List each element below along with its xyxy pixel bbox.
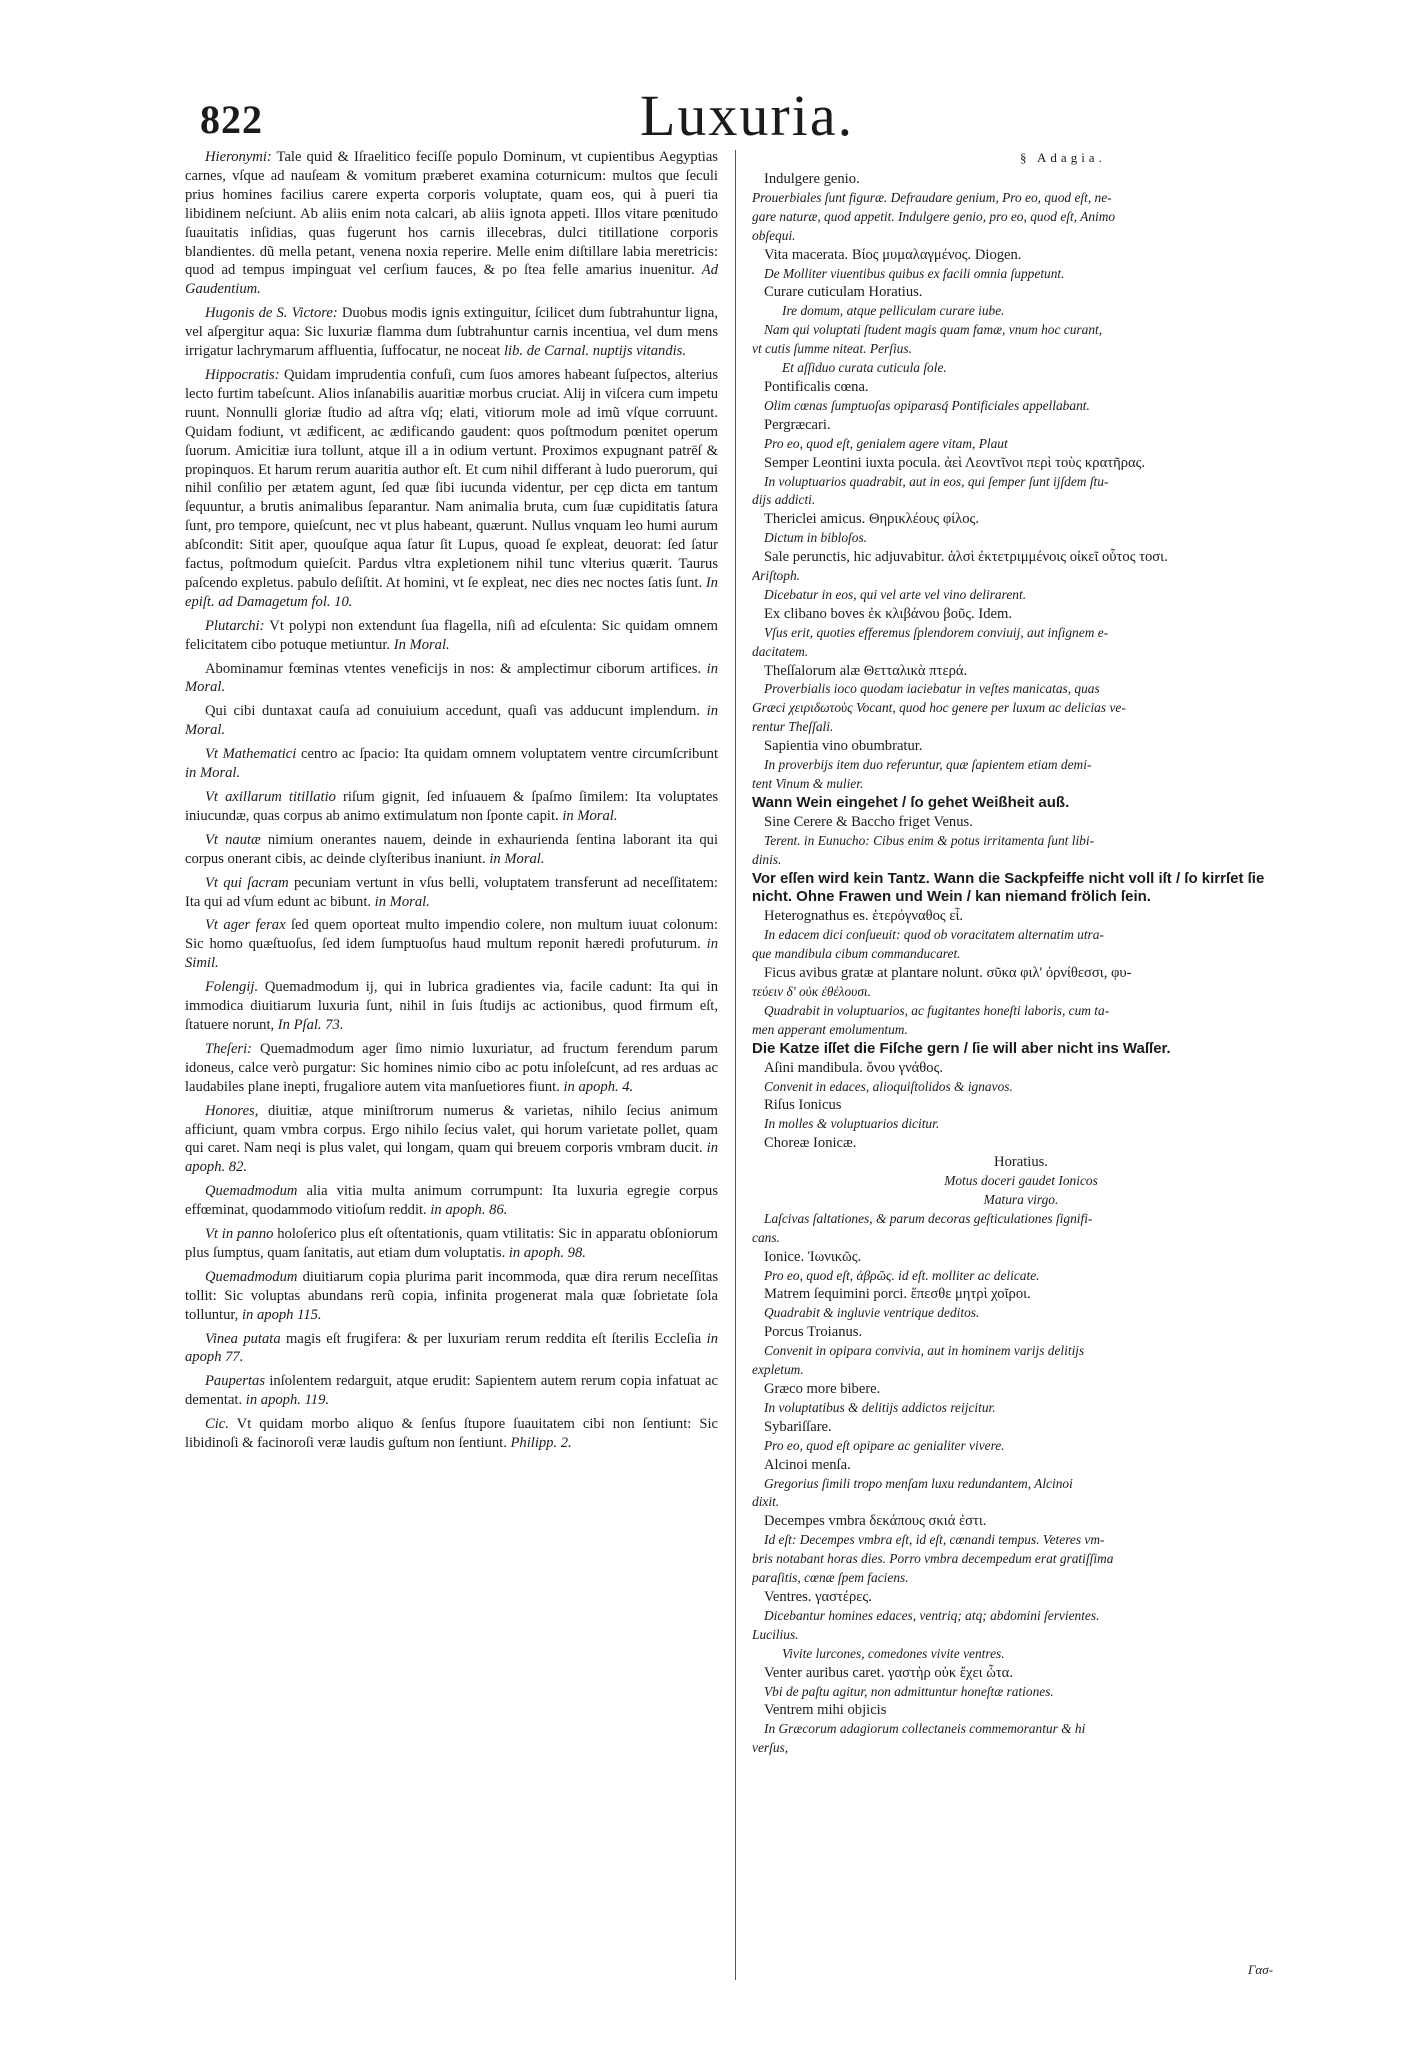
adage-text: vt cutis ſumme niteat. Perſius. [752, 341, 912, 357]
adage-text: In Græcorum adagiorum collectaneis commemorantur & hi [764, 1721, 1086, 1737]
paragraph-lead: Hieronymi: [205, 149, 272, 165]
adage-line [752, 945, 1290, 964]
adage-line [752, 624, 1290, 643]
adage-text: In proverbijs item duo referuntur, quæ ſapientem etiam demi- [764, 757, 1092, 773]
adage-text: Porcus Troianus. [764, 1324, 863, 1341]
left-paragraph [185, 831, 718, 869]
left-paragraph [185, 874, 718, 912]
adage-line [752, 283, 1290, 302]
adage-line [752, 359, 1290, 378]
left-paragraph [185, 916, 718, 973]
adage-line [752, 964, 1290, 983]
adage-line [752, 1645, 1290, 1664]
paragraph-text: magis eſt frugifera: & per luxuriam rerum reddita eſt ſterilis Eccleſia [280, 1330, 702, 1347]
left-paragraph [185, 1225, 718, 1263]
adage-line [752, 246, 1290, 265]
adage-text: Græci χειριδωτοὺς Vocant, quod hoc genere per luxum ac delicias ve- [752, 700, 1126, 716]
adage-text: dijs addicti. [752, 492, 816, 508]
paragraph-text: diuitiæ, atque miniſtrorum numerus & varietas, nihilo ſecius animum afficiunt, quam vmbra corpus. Ergo nihilo ſecius valet, qui horum varietate pollet, quam qui caret. Nam neqi is plus valet, qui longam, quam qui breuem corporis vmbram ducit. [185, 1102, 718, 1157]
adage-line [752, 548, 1290, 567]
adage-line [752, 1475, 1290, 1494]
adage-text: Ventres. γαστέρες. [764, 1588, 872, 1605]
adage-text: Græco more bibere. [764, 1381, 881, 1397]
adage-text: cans. [752, 1229, 780, 1245]
adage-line [752, 1683, 1290, 1702]
adage-text: Riſus Ionicus [764, 1097, 842, 1114]
paragraph-lead: Paupertas [205, 1373, 265, 1390]
catchword: Γασ- [1248, 1962, 1273, 1977]
left-paragraph [185, 1268, 718, 1325]
paragraph-reference: In Pſal. 73. [274, 1016, 344, 1033]
adage-line [752, 208, 1290, 227]
adage-line [752, 1569, 1290, 1588]
paragraph-text: holoſerico plus eſt oſtentationis, quam vtilitatis: Sic in apparatu obſoniorum plus ſumptus, quam ſanitatis, aut etiam dum voluptatis. [185, 1226, 718, 1261]
paragraph-reference: in apoph. 119. [242, 1392, 330, 1409]
adage-line [752, 1115, 1290, 1134]
adage-line [752, 567, 1290, 586]
adage-line [752, 1607, 1290, 1626]
adage-text: Horatius. [994, 1154, 1048, 1171]
adage-line [752, 510, 1290, 529]
adage-text: Laſcivas ſaltationes, & parum decoras geſticulationes ſignifi- [764, 1210, 1093, 1226]
paragraph-lead: Vt nautæ [205, 831, 261, 848]
adage-line [752, 737, 1290, 756]
adage-text: Sale perunctis, hic adjuvabitur. ἁλσὶ ἐκτετριμμένοις οἰκεῖ οὗτος τοσι. [764, 549, 1168, 566]
adage-text: Quadrabit & ingluvie ventrique deditos. [764, 1305, 980, 1321]
adage-line [752, 454, 1290, 473]
adage-text: tent Vinum & mulier. [752, 776, 864, 791]
paragraph-text: ſed quem oporteat multo impendio colere, non multum iuuat colonum: Sic homo quæſtuoſus, ſed idem ſumptuoſus haud multum reponit hæredi profuturum. [185, 917, 718, 953]
paragraph-reference: in apoph 77. [185, 1330, 719, 1366]
adage-text: Dictum in bibloſos. [764, 530, 868, 546]
adage-text: verſus, [752, 1740, 789, 1756]
adage-line [752, 1380, 1290, 1399]
adage-text: Curare cuticulam Horatius. [764, 284, 923, 301]
adage-text: rentur Theſſali. [752, 719, 834, 735]
paragraph-text: Quemadmodum ager ſimo nimio luxuriatur, ad fructum ferendum parum idoneus, calce verò purgatur: Sic homines nimio cibo ac potu inſoleſcunt, ad res arduas ac laudabiles plane inepti, frugaliore autem vita manſuetiores fiunt. [185, 1040, 718, 1095]
left-paragraph [185, 1415, 718, 1453]
adage-text: Semper Leontini iuxta pocula. ἀεὶ Λεοντῖνοι περὶ τοὺς κρατῆρας. [764, 454, 1146, 471]
adage-line [752, 435, 1290, 454]
adage-line [752, 813, 1290, 832]
adage-line [752, 643, 1290, 662]
adage-line [752, 1664, 1290, 1683]
german-proverb: Vor eſſen wird kein Tantz. Wann die Sackpfeiffe nicht voll iſt / ſo kirrſet ſie nicht. Ohne Frawen und Wein / kan niemand frölich ſein. [752, 869, 1265, 906]
adage-line [752, 907, 1290, 926]
left-paragraph [185, 1330, 718, 1368]
paragraph-lead: Quemadmodum [205, 1183, 298, 1200]
paragraph-lead: Hippocratis: [205, 366, 280, 383]
adage-text: Quadrabit in voluptuarios, ac fugitantes honeſti laboris, cum ta- [764, 1002, 1110, 1018]
adage-text: Convenit in opipara convivia, aut in hominem varijs delitijs [764, 1343, 1085, 1359]
paragraph-reference: in Simil. [185, 936, 719, 972]
adage-text: obſequi. [752, 227, 796, 243]
adage-text: Prouerbiales ſunt figuræ. Defraudare genium, Pro eo, quod eſt, ne- [752, 189, 1112, 205]
paragraph-reference: lib. de Carnal. nuptijs vitandis. [500, 343, 687, 360]
adage-text: men apperant emolumentum. [752, 1021, 908, 1037]
paragraph-reference: in Moral. [185, 660, 719, 696]
paragraph-text: Duobus modis ignis extinguitur, ſcilicet dum ſubtrahuntur ligna, vel aſpergitur aqua: Sic luxuriæ flamma dum ſubtrahuntur carnis incentiua, vel dum mens irrigatur lachrymarum affluentia, ſuffocatur, ne noceat [185, 305, 718, 360]
adage-text: dixit. [752, 1494, 780, 1510]
adage-text: Id eſt: Decempes vmbra eſt, id eſt, cœnandi tempus. Veteres vm- [764, 1532, 1105, 1548]
adage-line [752, 397, 1290, 416]
paragraph-lead: Honores, [205, 1102, 259, 1119]
adage-text: Vita macerata. Βίος μυμαλαγμένος. Diogen. [764, 246, 1022, 263]
paragraph-lead: Vt Mathematici [205, 746, 297, 763]
left-paragraph [185, 304, 718, 361]
paragraph-reference: in Moral. [558, 807, 618, 824]
paragraph-text: Vt polypi non extendunt ſua flagella, niſi ad eſculenta: Sic quidam omnem felicitatem cibo potuque metiuntur. [185, 617, 718, 653]
adage-text: paraſitis, cœnæ ſpem faciens. [752, 1570, 909, 1586]
adage-line [752, 605, 1290, 624]
adage-text: Ex clibano boves ἐκ κλιβάνου βοῦς. Idem. [764, 605, 1012, 622]
adage-text: Venter auribus caret. γαστὴρ οὐκ ἔχει ὦτα. [764, 1664, 1013, 1681]
adage-text: Choreæ Ionicæ. [764, 1135, 857, 1152]
adage-line [752, 1399, 1290, 1418]
adage-text: Olim cœnas ſumptuoſas opiparasq́ Pontificiales appellabant. [764, 397, 1090, 413]
paragraph-reference: in apoph. 4. [559, 1078, 634, 1095]
adage-line [752, 1437, 1290, 1456]
left-paragraph [185, 660, 718, 698]
adage-line [752, 1531, 1290, 1550]
paragraph-reference: in apoph. 86. [426, 1202, 508, 1219]
adage-text: Sybariſſare. [764, 1418, 832, 1435]
adage-line [752, 756, 1290, 775]
adage-text: In voluptatibus & delitijs addictos reijcitur. [764, 1399, 996, 1415]
adage-text: Theſſalorum alæ Θετταλικὰ πτερά. [764, 662, 968, 679]
adage-line [752, 680, 1290, 699]
adage-text: Ficus avibus gratæ at plantare nolunt. σῦκα φιλ' ὀρνίθεσσι, φυ- [764, 965, 1132, 982]
adage-text: Proverbialis ioco quodam iaciebatur in veſtes manicatas, quas [764, 681, 1100, 697]
paragraph-lead: Vt in panno [205, 1226, 274, 1243]
paragraph-lead: Vt qui ſacram [205, 874, 289, 891]
german-proverb: Die Katze iſſet die Fiſche gern / ſie will aber nicht ins Waſſer. [752, 1039, 1171, 1057]
adage-text: Matrem ſequimini porci. ἕπεσθε μητρὶ χοῖροι. [764, 1286, 1031, 1303]
adage-line [752, 1078, 1290, 1097]
paragraph-lead: Vinea putata [205, 1330, 281, 1347]
adage-line [752, 1739, 1290, 1758]
paragraph-text: nimium onerantes nauem, deinde in exhaurienda ſentina laborant ita qui corpus onerant cibis, ac deinde clyſteribus inaniunt. [185, 831, 719, 867]
adage-line [752, 1626, 1290, 1645]
adage-line [752, 718, 1290, 737]
paragraph-text: Quemadmodum ij, qui in lubrica gradientes via, facile cadunt: Ita qui in immodica diuitiarum luxuria ſunt, nihil in ſuis ſtudijs ac actionibus, quod firmum eſt, ſtatuere norunt, [185, 979, 718, 1033]
adage-text: Dicebatur in eos, qui vel arte vel vino delirarent. [764, 586, 1027, 602]
adage-line [752, 1720, 1290, 1739]
right-column [752, 170, 1290, 1758]
adage-text: Indulgere genio. [764, 171, 860, 187]
adage-line [752, 1002, 1290, 1021]
column-divider [735, 150, 736, 1980]
adage-line [752, 227, 1290, 246]
adage-line [752, 1550, 1290, 1569]
paragraph-lead: Vt axillarum titillatio [205, 789, 336, 805]
paragraph-text: Qui cibi duntaxat cauſa ad conuiuium accedunt, quaſi vas adducunt implendum. [205, 703, 701, 720]
left-paragraph [185, 617, 718, 655]
adage-line [752, 491, 1290, 510]
adage-line [752, 1172, 1290, 1191]
paragraph-reference: in apoph. 82. [185, 1140, 718, 1176]
adage-line [752, 1456, 1290, 1475]
paragraph-text: inſolentem redarguit, atque erudit: Sapientem autem rerum copia infatuat ac dementat. [185, 1373, 718, 1409]
adage-line [752, 321, 1290, 340]
adage-line [752, 340, 1290, 359]
paragraph-lead: Folengij. [205, 979, 259, 996]
paragraph-reference: in apoph 115. [238, 1306, 322, 1323]
adage-line [752, 662, 1290, 681]
adage-text: Ventrem mihi objicis [764, 1702, 887, 1719]
adage-text: Vſus erit, quoties efferemus ſplendorem conviuij, aut inſignem e- [764, 624, 1109, 640]
paragraph-text: alia vitia multa animum corrumpunt: Ita luxuria egregie corpus effœminat, quodammodo vitioſum reddit. [185, 1183, 718, 1219]
adage-line [752, 473, 1290, 492]
adage-text: Terent. in Eunucho: Cibus enim & potus irritamenta ſunt libi- [764, 832, 1095, 848]
adage-line [752, 189, 1290, 208]
adage-line [752, 1153, 1290, 1172]
adage-line [752, 1342, 1290, 1361]
adage-line [752, 1701, 1290, 1720]
paragraph-reference: in Moral. [371, 893, 430, 910]
paragraph-text: Abominamur fœminas vtentes veneficijs in nos: & amplectimur ciborum artifices. [205, 660, 702, 677]
paragraph-reference: In Moral. [390, 636, 450, 653]
adage-text: Motus doceri gaudet Ionicos [944, 1173, 1098, 1189]
left-paragraph [185, 788, 718, 826]
paragraph-text: riſum gignit, ſed inſuauem & ſpaſmo ſimilem: Ita voluptates iniucundæ, quas corpus ab animo extimulatum non ſponte capit. [185, 789, 718, 824]
adage-text: Vivite lurcones, comedones vivite ventres. [782, 1645, 1005, 1661]
adage-text: τεύειν δ' οὐκ ἐθέλουσι. [752, 983, 871, 999]
adage-text: Heterognathus es. ἑτερόγναθος εἶ. [764, 908, 964, 925]
adage-text: De Molliter viuentibus quibus ex facili omnia ſuppetunt. [764, 265, 1065, 281]
paragraph-lead: Vt ager ferax [205, 917, 286, 934]
adage-text: In voluptuarios quadrabit, aut in eos, qui ſemper ſunt ijſdem ſtu- [764, 473, 1109, 489]
adage-text: Nam qui voluptati ſtudent magis quam famæ, vnum hoc curant, [764, 322, 1103, 338]
adage-line [752, 1134, 1290, 1153]
adage-line [752, 302, 1290, 321]
adage-text: que mandibula cibum commanducaret. [752, 946, 961, 962]
adage-text: Lucilius. [752, 1626, 799, 1642]
adage-text: dacitatem. [752, 643, 809, 659]
adage-text: dinis. [752, 851, 782, 867]
left-paragraph [185, 745, 718, 783]
paragraph-reference: in Moral. [185, 765, 241, 782]
adage-line [752, 983, 1290, 1002]
paragraph-reference: in Moral. [185, 703, 719, 739]
paragraph-reference: in Moral. [485, 850, 545, 867]
adage-text: Convenit in edaces, alioquiſtolidos & ignavos. [764, 1078, 1013, 1094]
adage-line [752, 832, 1290, 851]
adage-line [752, 378, 1290, 397]
left-paragraph [185, 148, 718, 299]
adage-line [752, 529, 1290, 548]
adage-line [752, 1191, 1290, 1210]
left-paragraph [185, 1040, 718, 1097]
paragraph-reference: in apoph. 98. [505, 1244, 586, 1261]
adage-text: Sapientia vino obumbratur. [764, 738, 923, 755]
adage-text: gare naturæ, quod appetit. Indulgere genio, pro eo, quod eſt, Animo [752, 208, 1116, 224]
section-heading: § Adagia. [1020, 150, 1106, 165]
paragraph-reference: Ad Gaudentium. [185, 262, 718, 298]
paragraph-reference: In epiſt. ad Damagetum fol. 10. [185, 574, 718, 610]
left-paragraph [185, 702, 718, 740]
paragraph-text: Quidam imprudentia confuſi, cum ſuos amores habeant ſuſpectos, alterius lecto furtim tabeſcunt. Alios inſanabilis auaritiæ morbus cruciat. Alij in viſcera cum impetu ruunt. Nonnulli gloriæ ſtudio ad aſtra vſq; elati, vitiorum mole ad imũ vſque corruunt. Quidam fodiunt, vt ædificent, ac ædificando gaudent: quos poſtmodum pœnitet operum ſuorum. Amicitiæ iura tollunt, atque ill a in odium vertunt. Proximos expugnant patrēſ & propinquos. Et harum rerum auaritia author eſt. Et cum nihil differant à ludo puerorum, qui nihil conſilio per ætatem agunt, ſed quæ ſibi iucunda videntur, per cęp dicta em tantum ſequuntur, a brutis animalibus ſeparantur. Nam animalia bruta, cum ſuæ cupiditatis ſatura ſunt, pro tempore, quieſcunt, nec vt plus habeant, quærunt. Nullus vnquam leo humi aurum abſcondit: Sitit aper, quouſque aqua ſatur ſit Lupus, quoad ſe expleat, deuorat: ſed ſatur factus, poſtmodum quieſcit. Pardus vltra expletionem nihil tunc vlterius quærit. Taurus paſcendo expletus. pabulo deſiſtit. At homini, vt ſe expleat, nec dies nec noctes ſatis ſunt. [185, 366, 718, 591]
left-column [185, 148, 718, 1458]
paragraph-lead: Quemadmodum [205, 1268, 298, 1285]
adage-text: Vbi de paſtu agitur, non admittuntur honeſtæ rationes. [764, 1683, 1054, 1699]
adage-line [752, 1588, 1290, 1607]
paragraph-lead: Plutarchi: [205, 617, 265, 634]
left-paragraph [185, 1372, 718, 1410]
adage-line [752, 1304, 1290, 1323]
adage-text: Gregorius ſimili tropo menſam luxu redundantem, Alcinoi [764, 1475, 1073, 1491]
adage-text: Alcinoi menſa. [764, 1456, 851, 1473]
left-paragraph [185, 1182, 718, 1220]
left-paragraph [185, 978, 718, 1035]
paragraph-text: centro ac ſpacio: Ita quidam omnem voluptatem ventre circumſcribunt [296, 746, 719, 763]
adage-text: Ire domum, atque pelliculam curare iube. [782, 303, 1005, 319]
adage-line [752, 699, 1290, 718]
left-paragraph [185, 1102, 718, 1178]
adage-line [752, 265, 1290, 284]
adage-text: Et aſſiduo curata cuticula ſole. [782, 360, 947, 376]
adage-text: In molles & voluptuarios dicitur. [764, 1116, 940, 1132]
paragraph-lead: Theſeri: [205, 1040, 253, 1057]
adage-text: Ariſtoph. [752, 568, 800, 584]
adage-line [752, 1267, 1290, 1286]
paragraph-text: Tale quid & Iſraelitico feciſſe populo Dominum, vt cupientibus Aegyptias carnes, vſque ad nauſeam & vomitum præberet examina coturnicum: multos que ſeculi prius homines facilius carere experta corporis voluptate, quam eos, qui à pueri tia libidinem neſciunt. Ab aliis enim nota calcari, ab aliis ignota appeti. Illos vitare pœnitudo ſuauitatis inſidias, quas fugerunt hos carnis illecebras, dulci titillatione corporis blandientes. dũ mella petant, venena noxia reperire. Melle enim diſtillare labia meretricis: quod ad tempus impinguat vel cerſium fauces, & po ſtea felle amarius inuenitur. [185, 149, 718, 279]
adage-line [752, 926, 1290, 945]
adage-line [752, 170, 1290, 189]
adage-line [752, 1285, 1290, 1304]
adage-line [752, 1059, 1290, 1078]
running-head: Luxuria. [640, 83, 855, 148]
adage-text: Pro eo, quod eſt, ἁβρῶς. id eſt. molliter ac delicate. [764, 1267, 1040, 1283]
adage-text: Pergræcari. [764, 416, 831, 433]
paragraph-lead: Hugonis de S. Victore: [205, 305, 338, 322]
paragraph-reference: Philipp. 2. [506, 1435, 572, 1452]
german-proverb: Wann Wein eingehet / ſo gehet Weißheit auß. [752, 793, 1070, 811]
adage-text: Pro eo, quod eſt opipare ac genialiter vivere. [764, 1437, 1005, 1453]
adage-line [752, 1418, 1290, 1437]
adage-line [752, 775, 1290, 794]
adage-text: Pontificalis cœna. [764, 378, 869, 395]
adage-line [752, 1229, 1290, 1248]
adage-line [752, 1248, 1290, 1267]
adage-text: expletum. [752, 1362, 804, 1378]
adage-text: Ionice. Ἰωνικῶς. [764, 1248, 862, 1265]
adage-line [752, 416, 1290, 435]
adage-line [752, 1096, 1290, 1115]
adage-text: bris notabant horas dies. Porro vmbra decempedum erat gratiſſima [752, 1551, 1114, 1567]
left-paragraph [185, 366, 718, 612]
adage-text: Thericlei amicus. Θηρικλέους φίλος. [764, 511, 979, 528]
adage-text: Dicebantur homines edaces, ventriq; atq; abdomini ſervientes. [764, 1607, 1100, 1623]
adage-text: Pro eo, quod eſt, genialem agere vitam, Plaut [764, 435, 1008, 451]
adage-line [752, 1210, 1290, 1229]
paragraph-lead: Cic. [205, 1416, 229, 1433]
adage-text: Sine Cerere & Baccho friget Venus. [764, 813, 973, 830]
page-number: 822 [200, 97, 263, 142]
adage-line [752, 1361, 1290, 1380]
adage-line [752, 1493, 1290, 1512]
adage-line [752, 1323, 1290, 1342]
adage-line [752, 1512, 1290, 1531]
adage-line [752, 851, 1290, 870]
adage-text: Decempes vmbra δεκάπους σκιά ἐστι. [764, 1513, 987, 1530]
adage-text: Matura virgo. [983, 1191, 1059, 1207]
adage-text: In edacem dici conſueuit: quod ob voracitatem alternatim utra- [764, 927, 1104, 943]
adage-text: Aſini mandibula. ὄνου γνάθος. [764, 1059, 944, 1076]
paragraph-text: pecuniam vertunt in vſus belli, voluptatem transferunt ad neceſſitatem: Ita qui ad vſum edunt ac bibunt. [185, 874, 718, 910]
adage-line [752, 1021, 1290, 1040]
adage-line [752, 586, 1290, 605]
paragraph-text: Vt quidam morbo aliquo & ſenſus ſtupore ſuauitatem cibi non ſentiunt: Sic libidinoſi & facinoroſi veræ laudis guſtum non ſentiunt. [185, 1416, 718, 1452]
paragraph-text: diuitiarum copia plurima parit incommoda, quæ dira rerum neceſſitas tollit: Sic voluptas abundans rerũ copia, infinita progenerat mala quæ ſobrietate ſola tolluntur, [185, 1268, 718, 1323]
